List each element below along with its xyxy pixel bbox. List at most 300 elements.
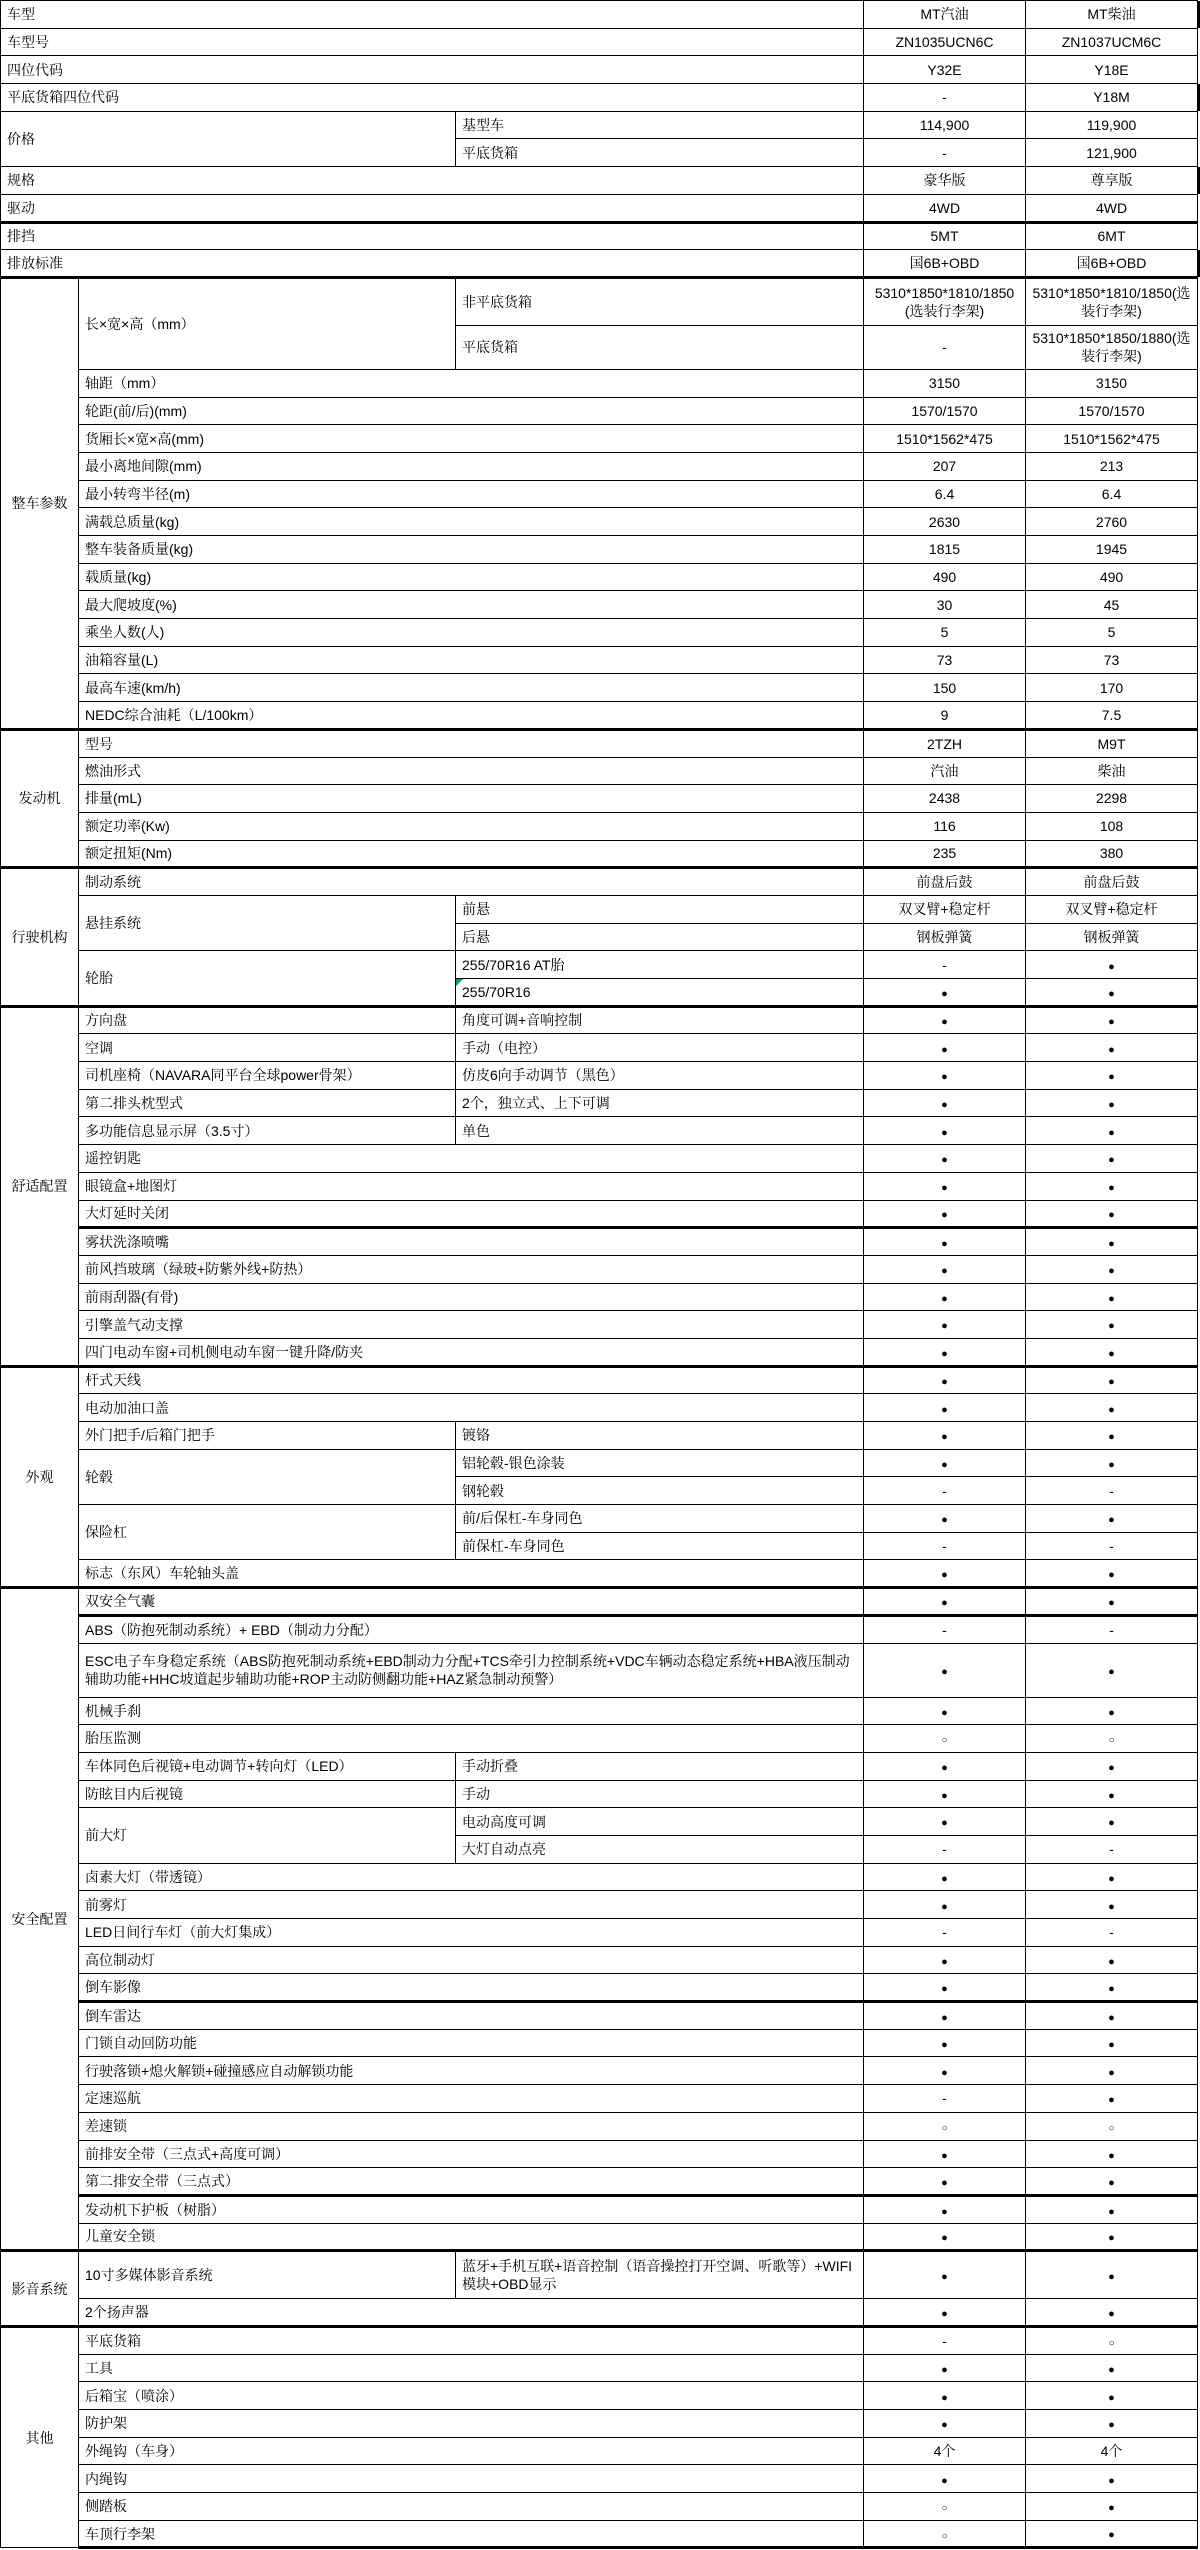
spec-row xyxy=(1,536,1200,564)
spec-label-cell: 四门电动车窗+司机侧电动车窗一键升降/防夹 xyxy=(79,1338,864,1366)
value-cell-mt-gasoline xyxy=(864,2382,1026,2410)
spec-row xyxy=(1,840,1200,868)
spec-row xyxy=(1,1946,1200,1974)
spec-row xyxy=(1,56,1200,84)
standard-equipment-dot: ● xyxy=(941,1098,948,1111)
spec-sub-label-cell: 基型车 xyxy=(456,111,864,139)
spec-row xyxy=(1,369,1200,397)
spec-row xyxy=(1,702,1200,730)
spec-label-cell: 侧踏板 xyxy=(79,2493,864,2521)
value-cell-mt-gasoline: 国6B+OBD xyxy=(864,250,1026,278)
value-cell-mt-gasoline xyxy=(864,2354,1026,2382)
spec-row xyxy=(1,674,1200,702)
spec-sub-label-cell: 非平底货箱 xyxy=(456,277,864,325)
standard-equipment-dot: ● xyxy=(1108,1320,1115,1333)
spec-row xyxy=(1,2223,1200,2251)
spec-row xyxy=(1,1089,1200,1117)
value-cell-mt-gasoline xyxy=(864,1228,1026,1256)
standard-equipment-dot: ● xyxy=(1108,2038,1115,2051)
value-cell-mt-diesel: Y18M xyxy=(1026,84,1198,112)
value-cell-mt-diesel xyxy=(1026,2410,1198,2438)
spec-row xyxy=(1,1228,1200,1256)
spec-row xyxy=(1,591,1200,619)
value-cell-mt-gasoline xyxy=(864,1283,1026,1311)
value-cell-mt-diesel: 2760 xyxy=(1026,508,1198,536)
value-cell-mt-diesel xyxy=(1026,2223,1198,2251)
value-cell-mt-gasoline xyxy=(864,1588,1026,1616)
standard-equipment-dot: ● xyxy=(941,1209,948,1222)
spec-sub-label-cell: 255/70R16 xyxy=(456,979,864,1007)
value-cell-mt-diesel: 4WD xyxy=(1026,194,1198,222)
spec-row xyxy=(1,2002,1200,2030)
spec-label-cell: 引擎盖气动支撑 xyxy=(79,1311,864,1339)
value-cell-mt-gasoline: 150 xyxy=(864,674,1026,702)
section-category-cell: 外观 xyxy=(1,1366,79,1588)
value-cell-mt-diesel xyxy=(1026,1974,1198,2002)
standard-equipment-dot: ● xyxy=(1108,1016,1115,1029)
value-cell-mt-diesel: 2298 xyxy=(1026,785,1198,813)
spec-label-cell: 轮胎 xyxy=(79,951,456,1006)
value-cell-mt-gasoline xyxy=(864,1643,1026,1697)
value-cell-mt-gasoline xyxy=(864,2168,1026,2196)
spec-row xyxy=(1,1117,1200,1145)
value-cell-mt-gasoline: 2438 xyxy=(864,785,1026,813)
value-cell-mt-diesel xyxy=(1026,1255,1198,1283)
standard-equipment-dot: ● xyxy=(941,1292,948,1305)
spec-row xyxy=(1,397,1200,425)
value-cell-mt-gasoline: 4WD xyxy=(864,194,1026,222)
spec-label-cell: 双安全气囊 xyxy=(79,1588,864,1616)
spec-row xyxy=(1,2410,1200,2438)
spec-row xyxy=(1,2354,1200,2382)
spec-row xyxy=(1,1808,1200,1836)
value-cell-mt-diesel xyxy=(1026,1643,1198,1697)
value-cell-mt-gasoline: 1570/1570 xyxy=(864,397,1026,425)
spec-label-cell: 外绳钩（车身） xyxy=(79,2437,864,2465)
value-cell-mt-diesel: MT柴油 xyxy=(1026,1,1198,29)
spec-row xyxy=(1,277,1200,325)
value-cell-mt-diesel xyxy=(1026,1560,1198,1588)
spec-row xyxy=(1,480,1200,508)
spec-label-cell: 工具 xyxy=(79,2354,864,2382)
spec-label-cell: 轴距（mm） xyxy=(79,369,864,397)
value-cell-mt-diesel: 213 xyxy=(1026,452,1198,480)
value-cell-mt-gasoline xyxy=(864,1338,1026,1366)
spec-sub-label-cell: 平底货箱 xyxy=(456,325,864,369)
spec-label-cell: 前雨刮器(有骨) xyxy=(79,1283,864,1311)
standard-equipment-dot: ● xyxy=(1108,1126,1115,1139)
spec-row xyxy=(1,2465,1200,2493)
spec-label-cell: 定速巡航 xyxy=(79,2085,864,2113)
value-cell-mt-gasoline: 73 xyxy=(864,646,1026,674)
standard-equipment-dot: ● xyxy=(941,1514,948,1527)
standard-equipment-dot: ● xyxy=(1108,2529,1115,2542)
spec-row xyxy=(1,508,1200,536)
standard-equipment-dot: ● xyxy=(941,1265,948,1278)
value-cell-mt-diesel xyxy=(1026,1725,1198,1753)
value-cell-mt-diesel: 7.5 xyxy=(1026,702,1198,730)
value-cell-mt-gasoline: 2TZH xyxy=(864,729,1026,757)
value-cell-mt-gasoline: Y32E xyxy=(864,56,1026,84)
spec-row xyxy=(1,1311,1200,1339)
spec-label-cell: 第二排头枕型式 xyxy=(79,1089,456,1117)
standard-equipment-dot: ● xyxy=(941,1597,948,1610)
spec-label-cell: ABS（防抱死制动系统）+ EBD（制动力分配） xyxy=(79,1615,864,1643)
spec-label-cell: 最高车速(km/h) xyxy=(79,674,864,702)
standard-equipment-dot: ● xyxy=(1108,1154,1115,1167)
spec-row xyxy=(1,28,1200,56)
spec-label-cell: 最大爬坡度(%) xyxy=(79,591,864,619)
standard-equipment-dot: ● xyxy=(941,2232,948,2245)
value-cell-mt-gasoline xyxy=(864,2299,1026,2327)
value-cell-mt-gasoline xyxy=(864,1808,1026,1836)
value-cell-mt-gasoline: 30 xyxy=(864,591,1026,619)
spec-row xyxy=(1,951,1200,979)
value-cell-mt-diesel xyxy=(1026,1006,1198,1034)
spec-label-cell: 空调 xyxy=(79,1034,456,1062)
standard-equipment-dot: ● xyxy=(1108,2502,1115,2515)
standard-equipment-dot: ● xyxy=(941,1762,948,1775)
spec-label-cell: 方向盘 xyxy=(79,1006,456,1034)
standard-equipment-dot: ● xyxy=(941,1431,948,1444)
standard-equipment-dot: ● xyxy=(941,2149,948,2162)
value-cell-mt-gasoline: 4个 xyxy=(864,2437,1026,2465)
value-cell-mt-diesel: 5310*1850*1850/1880(选装行李架) xyxy=(1026,325,1198,369)
spec-row xyxy=(1,1974,1200,2002)
value-cell-mt-gasoline xyxy=(864,1697,1026,1725)
section-category-cell: 行驶机构 xyxy=(1,868,79,1006)
value-cell-mt-gasoline xyxy=(864,2493,1026,2521)
spec-label-cell: 前雾灯 xyxy=(79,1891,864,1919)
spec-row xyxy=(1,1588,1200,1616)
value-cell-mt-gasoline xyxy=(864,1089,1026,1117)
spec-sub-label-cell: 蓝牙+手机互联+语音控制（语音操控打开空调、听歌等）+WIFI模块+OBD显示 xyxy=(456,2251,864,2299)
value-cell-mt-gasoline: 5MT xyxy=(864,222,1026,250)
value-cell-mt-gasoline xyxy=(864,979,1026,1007)
spec-label-cell: 电动加油口盖 xyxy=(79,1394,864,1422)
value-cell-mt-gasoline xyxy=(864,2140,1026,2168)
spec-label-cell: 发动机下护板（树脂） xyxy=(79,2195,864,2223)
spec-row xyxy=(1,2168,1200,2196)
spec-label-cell: 车型 xyxy=(1,1,864,29)
spec-label-cell: 防护架 xyxy=(79,2410,864,2438)
standard-equipment-dot: ● xyxy=(1108,2474,1115,2487)
spec-label-cell: 防眩目内后视镜 xyxy=(79,1780,456,1808)
spec-label-cell: ESC电子车身稳定系统（ABS防抱死制动系统+EBD制动力分配+TCS牵引力控制系统+VDC车辆动态稳定系统+HBA液压制动辅助功能+HHC坡道起步辅助功能+ROP主动防侧翻功能+HAZ紧急制动预警） xyxy=(79,1643,864,1697)
value-cell-mt-gasoline: - xyxy=(864,325,1026,369)
value-cell-mt-diesel xyxy=(1026,2354,1198,2382)
value-cell-mt-diesel: 柴油 xyxy=(1026,757,1198,785)
spec-row xyxy=(1,785,1200,813)
value-cell-mt-gasoline: 汽油 xyxy=(864,757,1026,785)
spec-label-cell: 整车装备质量(kg) xyxy=(79,536,864,564)
standard-equipment-dot: ● xyxy=(1108,1098,1115,1111)
value-cell-mt-diesel: 108 xyxy=(1026,812,1198,840)
spec-label-cell: 平底货箱四位代码 xyxy=(1,84,864,112)
value-cell-mt-diesel xyxy=(1026,1062,1198,1090)
spec-row xyxy=(1,84,1200,112)
value-cell-mt-gasoline xyxy=(864,2251,1026,2299)
spec-row xyxy=(1,250,1200,278)
spec-label-cell: 规格 xyxy=(1,167,864,195)
section-category-cell: 发动机 xyxy=(1,729,79,867)
standard-equipment-dot: ● xyxy=(941,2066,948,2079)
spec-sub-label-cell: 手动 xyxy=(456,1780,864,1808)
value-cell-mt-gasoline: - xyxy=(864,951,1026,979)
standard-equipment-dot: ● xyxy=(1108,1071,1115,1084)
value-cell-mt-diesel xyxy=(1026,1697,1198,1725)
value-cell-mt-gasoline: 1815 xyxy=(864,536,1026,564)
value-cell-mt-diesel xyxy=(1026,1891,1198,1919)
standard-equipment-dot: ● xyxy=(941,1347,948,1360)
value-cell-mt-diesel xyxy=(1026,1145,1198,1173)
value-cell-mt-gasoline xyxy=(864,1117,1026,1145)
spec-sub-label-cell: 前保杠-车身同色 xyxy=(456,1532,864,1560)
standard-equipment-dot: ● xyxy=(941,1016,948,1029)
spec-row xyxy=(1,2251,1200,2299)
spec-label-cell: 倒车影像 xyxy=(79,1974,864,2002)
value-cell-mt-gasoline: - xyxy=(864,1919,1026,1947)
value-cell-mt-gasoline: 114,900 xyxy=(864,111,1026,139)
standard-equipment-dot: ● xyxy=(941,2391,948,2404)
standard-equipment-dot: ● xyxy=(1108,1900,1115,1913)
spec-row xyxy=(1,1891,1200,1919)
spec-row xyxy=(1,1725,1200,1753)
value-cell-mt-diesel xyxy=(1026,1200,1198,1228)
value-cell-mt-diesel: 1945 xyxy=(1026,536,1198,564)
spec-label-cell: 满载总质量(kg) xyxy=(79,508,864,536)
spec-sub-label-cell: 大灯自动点亮 xyxy=(456,1835,864,1863)
value-cell-mt-gasoline: 2630 xyxy=(864,508,1026,536)
value-cell-mt-diesel: Y18E xyxy=(1026,56,1198,84)
standard-equipment-dot: ● xyxy=(941,2271,948,2284)
value-cell-mt-diesel xyxy=(1026,2057,1198,2085)
spec-row xyxy=(1,1034,1200,1062)
spec-row xyxy=(1,1006,1200,1034)
standard-equipment-dot: ● xyxy=(1108,1043,1115,1056)
standard-equipment-dot: ● xyxy=(941,1043,948,1056)
section-category-cell: 影音系统 xyxy=(1,2251,79,2327)
value-cell-mt-diesel xyxy=(1026,2029,1198,2057)
spec-label-cell: 车体同色后视镜+电动调节+转向灯（LED） xyxy=(79,1752,456,1780)
value-cell-mt-gasoline xyxy=(864,1780,1026,1808)
value-cell-mt-gasoline: - xyxy=(864,2326,1026,2354)
section-category-cell: 舒适配置 xyxy=(1,1006,79,1366)
value-cell-mt-diesel xyxy=(1026,1449,1198,1477)
spec-row xyxy=(1,757,1200,785)
value-cell-mt-diesel xyxy=(1026,1863,1198,1891)
value-cell-mt-diesel xyxy=(1026,2195,1198,2223)
value-cell-mt-gasoline xyxy=(864,2029,1026,2057)
standard-equipment-dot: ● xyxy=(1108,1265,1115,1278)
spec-row xyxy=(1,2085,1200,2113)
standard-equipment-dot: ● xyxy=(1108,1817,1115,1830)
value-cell-mt-gasoline xyxy=(864,2465,1026,2493)
value-cell-mt-gasoline xyxy=(864,2002,1026,2030)
value-cell-mt-gasoline xyxy=(864,2112,1026,2140)
spec-label-cell: 卤素大灯（带透镜） xyxy=(79,1863,864,1891)
value-cell-mt-diesel xyxy=(1026,1808,1198,1836)
spec-row xyxy=(1,1863,1200,1891)
value-cell-mt-gasoline: 116 xyxy=(864,812,1026,840)
spec-row xyxy=(1,1145,1200,1173)
value-cell-mt-diesel xyxy=(1026,2493,1198,2521)
value-cell-mt-gasoline: 双叉臂+稳定杆 xyxy=(864,895,1026,923)
spec-row xyxy=(1,2299,1200,2327)
value-cell-mt-gasoline: 9 xyxy=(864,702,1026,730)
value-cell-mt-diesel: 5 xyxy=(1026,619,1198,647)
section-category-cell: 其他 xyxy=(1,2326,79,2548)
value-cell-mt-gasoline xyxy=(864,1863,1026,1891)
spec-label-cell: 保险杠 xyxy=(79,1505,456,1560)
value-cell-mt-diesel xyxy=(1026,1311,1198,1339)
spec-row xyxy=(1,2326,1200,2354)
spec-label-cell: 载质量(kg) xyxy=(79,563,864,591)
spec-label-cell: 外门把手/后箱门把手 xyxy=(79,1422,456,1450)
standard-equipment-dot: ● xyxy=(941,2419,948,2432)
standard-equipment-dot: ● xyxy=(941,1900,948,1913)
standard-equipment-dot: ● xyxy=(1108,1872,1115,1885)
value-cell-mt-gasoline: 钢板弹簧 xyxy=(864,923,1026,951)
value-cell-mt-diesel xyxy=(1026,2112,1198,2140)
spec-label-cell: 大灯延时关闭 xyxy=(79,1200,864,1228)
standard-equipment-dot: ● xyxy=(1108,1209,1115,1222)
value-cell-mt-diesel: 钢板弹簧 xyxy=(1026,923,1198,951)
value-cell-mt-diesel: ZN1037UCM6C xyxy=(1026,28,1198,56)
value-cell-mt-gasoline: - xyxy=(864,1532,1026,1560)
value-cell-mt-gasoline xyxy=(864,1366,1026,1394)
spec-label-cell: 门锁自动回防功能 xyxy=(79,2029,864,2057)
value-cell-mt-gasoline xyxy=(864,1006,1026,1034)
optional-equipment-ring: ○ xyxy=(1108,2123,1115,2135)
spec-sub-label-cell: 铝轮毂-银色涂装 xyxy=(456,1449,864,1477)
value-cell-mt-diesel xyxy=(1026,2002,1198,2030)
spec-sub-label-cell: 255/70R16 AT胎 xyxy=(456,951,864,979)
value-cell-mt-diesel: - xyxy=(1026,1835,1198,1863)
value-cell-mt-diesel xyxy=(1026,1117,1198,1145)
value-cell-mt-gasoline xyxy=(864,2520,1026,2548)
standard-equipment-dot: ● xyxy=(1108,1569,1115,1582)
spec-row xyxy=(1,2195,1200,2223)
value-cell-mt-diesel xyxy=(1026,1946,1198,1974)
standard-equipment-dot: ● xyxy=(1108,987,1115,1000)
standard-equipment-dot: ● xyxy=(941,2176,948,2189)
value-cell-mt-diesel xyxy=(1026,1505,1198,1533)
standard-equipment-dot: ● xyxy=(1108,2363,1115,2376)
value-cell-mt-diesel: 1510*1562*475 xyxy=(1026,425,1198,453)
spec-row xyxy=(1,1560,1200,1588)
value-cell-mt-diesel: 6.4 xyxy=(1026,480,1198,508)
spec-sub-label-cell: 钢轮毂 xyxy=(456,1477,864,1505)
standard-equipment-dot: ● xyxy=(941,1789,948,1802)
spec-row xyxy=(1,2112,1200,2140)
spec-label-cell: 胎压监测 xyxy=(79,1725,864,1753)
standard-equipment-dot: ● xyxy=(941,1569,948,1582)
value-cell-mt-gasoline: 3150 xyxy=(864,369,1026,397)
spec-label-cell: 长×宽×高（mm） xyxy=(79,277,456,369)
spec-row xyxy=(1,2493,1200,2521)
value-cell-mt-diesel xyxy=(1026,1089,1198,1117)
standard-equipment-dot: ● xyxy=(1108,1983,1115,1996)
spec-row xyxy=(1,646,1200,674)
spec-sub-label-cell: 平底货箱 xyxy=(456,139,864,167)
value-cell-mt-diesel: 380 xyxy=(1026,840,1198,868)
spec-label-cell: LED日间行车灯（前大灯集成） xyxy=(79,1919,864,1947)
spec-label-cell: 2个扬声器 xyxy=(79,2299,864,2327)
spec-label-cell: 型号 xyxy=(79,729,864,757)
spec-row xyxy=(1,1394,1200,1422)
spec-row xyxy=(1,425,1200,453)
value-cell-mt-gasoline: ZN1035UCN6C xyxy=(864,28,1026,56)
value-cell-mt-gasoline: - xyxy=(864,139,1026,167)
value-cell-mt-diesel: 121,900 xyxy=(1026,139,1198,167)
value-cell-mt-diesel: 1570/1570 xyxy=(1026,397,1198,425)
value-cell-mt-diesel xyxy=(1026,2326,1198,2354)
spec-label-cell: 前排安全带（三点式+高度可调） xyxy=(79,2140,864,2168)
standard-equipment-dot: ● xyxy=(1108,1597,1115,1610)
spec-label-cell: 标志（东风）车轮轴头盖 xyxy=(79,1560,864,1588)
standard-equipment-dot: ● xyxy=(941,1872,948,1885)
spec-row xyxy=(1,1062,1200,1090)
spec-label-cell: 前风挡玻璃（绿玻+防紫外线+防热） xyxy=(79,1255,864,1283)
value-cell-mt-gasoline xyxy=(864,2195,1026,2223)
value-cell-mt-diesel xyxy=(1026,2465,1198,2493)
spec-row xyxy=(1,895,1200,923)
standard-equipment-dot: ● xyxy=(941,2011,948,2024)
spec-row xyxy=(1,2140,1200,2168)
value-cell-mt-gasoline xyxy=(864,1255,1026,1283)
standard-equipment-dot: ● xyxy=(941,1376,948,1389)
standard-equipment-dot: ● xyxy=(1108,2205,1115,2218)
value-cell-mt-diesel: 双叉臂+稳定杆 xyxy=(1026,895,1198,923)
value-cell-mt-gasoline: 1510*1562*475 xyxy=(864,425,1026,453)
standard-equipment-dot: ● xyxy=(1108,1458,1115,1471)
spec-row xyxy=(1,868,1200,896)
value-cell-mt-diesel: 3150 xyxy=(1026,369,1198,397)
value-cell-mt-gasoline: 5 xyxy=(864,619,1026,647)
spec-label-cell: 平底货箱 xyxy=(79,2326,864,2354)
spec-label-cell: 内绳钩 xyxy=(79,2465,864,2493)
spec-sub-label-cell: 前悬 xyxy=(456,895,864,923)
spec-label-cell: 差速锁 xyxy=(79,2112,864,2140)
value-cell-mt-diesel xyxy=(1026,1283,1198,1311)
standard-equipment-dot: ● xyxy=(1108,2011,1115,2024)
spec-label-cell: 驱动 xyxy=(1,194,864,222)
spec-row xyxy=(1,2437,1200,2465)
value-cell-mt-diesel xyxy=(1026,951,1198,979)
spec-row xyxy=(1,1172,1200,1200)
value-cell-mt-diesel: 119,900 xyxy=(1026,111,1198,139)
spec-label-cell: 排放标准 xyxy=(1,250,864,278)
value-cell-mt-gasoline: MT汽油 xyxy=(864,1,1026,29)
value-cell-mt-diesel xyxy=(1026,1588,1198,1616)
standard-equipment-dot: ● xyxy=(941,1154,948,1167)
spec-label-cell: 后箱宝（喷涂） xyxy=(79,2382,864,2410)
value-cell-mt-diesel: M9T xyxy=(1026,729,1198,757)
value-cell-mt-diesel: 73 xyxy=(1026,646,1198,674)
standard-equipment-dot: ● xyxy=(941,2474,948,2487)
standard-equipment-dot: ● xyxy=(941,1237,948,1250)
standard-equipment-dot: ● xyxy=(1108,2149,1115,2162)
spec-row xyxy=(1,1615,1200,1643)
spec-label-cell: 排量(mL) xyxy=(79,785,864,813)
value-cell-mt-diesel xyxy=(1026,1780,1198,1808)
spec-label-cell: 倒车雷达 xyxy=(79,2002,864,2030)
spec-label-cell: 司机座椅（NAVARA同平台全球power骨架） xyxy=(79,1062,456,1090)
standard-equipment-dot: ● xyxy=(1108,1292,1115,1305)
standard-equipment-dot: ● xyxy=(941,1071,948,1084)
value-cell-mt-gasoline xyxy=(864,1891,1026,1919)
